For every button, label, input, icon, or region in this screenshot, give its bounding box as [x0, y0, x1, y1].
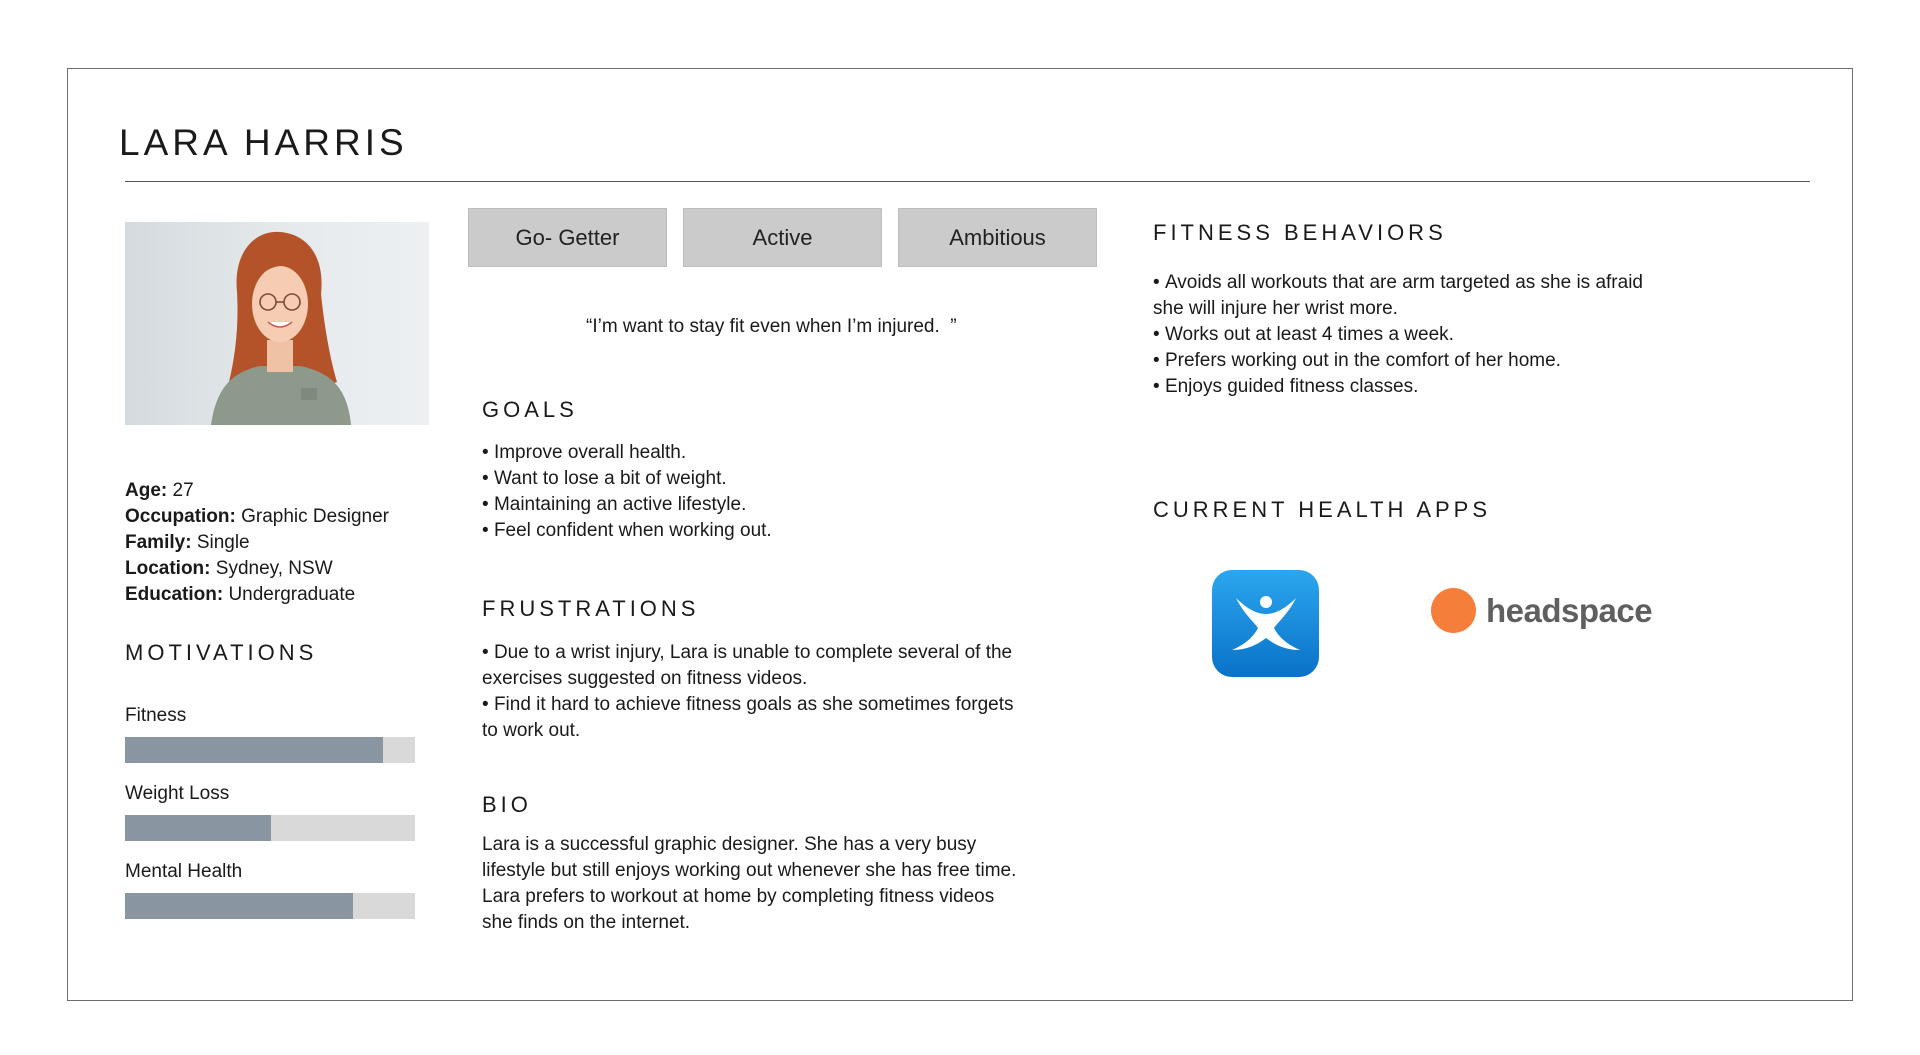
headspace-wordmark: headspace	[1486, 591, 1653, 629]
headspace-dot-icon	[1431, 588, 1476, 633]
goal-item: • Feel confident when working out.	[482, 518, 1042, 544]
headspace-logo	[1431, 588, 1652, 633]
goal-item: • Want to lose a bit of weight.	[482, 466, 1042, 492]
motivation-bar-weight-loss	[125, 815, 415, 841]
goals-title: GOALS	[482, 397, 578, 422]
tag-ambitious: Ambitious	[898, 208, 1097, 267]
detail-family: Family: Single	[125, 532, 250, 553]
portrait-illustration	[125, 222, 429, 425]
bio-text: Lara is a successful graphic designer. She has a very busy lifestyle but still enjoys working out whenever she has free time. Lara prefers to workout at home by completing fitness videos she finds on the internet.	[482, 834, 1017, 933]
fitness-behaviors-title: FITNESS BEHAVIORS	[1153, 220, 1447, 245]
header-divider	[125, 181, 1810, 182]
fitness-behaviors-list	[1153, 270, 1673, 400]
goals-list	[482, 440, 1042, 544]
detail-age: Age: 27	[125, 480, 194, 501]
goal-item: • Improve overall health.	[482, 440, 1042, 466]
health-apps-title: CURRENT HEALTH APPS	[1153, 497, 1492, 522]
frustration-item: • Find it hard to achieve fitness goals as she sometimes forgets to work out.	[482, 692, 1022, 744]
jumping-figure-icon	[1226, 584, 1306, 664]
motivations-title: MOTIVATIONS	[125, 640, 318, 665]
motivation-label-fitness: Fitness	[125, 705, 187, 726]
frustrations-title: FRUSTRATIONS	[482, 596, 700, 621]
motivation-label-mental-health: Mental Health	[125, 861, 243, 882]
frustrations-list	[482, 640, 1022, 744]
motivation-bar-fitness	[125, 737, 415, 763]
behavior-item: • Prefers working out in the comfort of her home.	[1153, 348, 1673, 374]
persona-name: LARA HARRIS	[119, 122, 408, 163]
behavior-item: • Works out at least 4 times a week.	[1153, 322, 1673, 348]
myfitnesspal-app-icon	[1212, 570, 1319, 677]
motivation-label-weight-loss: Weight Loss	[125, 783, 230, 804]
persona-quote: “I’m want to stay fit even when I’m injured. ”	[586, 316, 957, 337]
persona-photo	[125, 222, 429, 425]
behavior-item: • Enjoys guided fitness classes.	[1153, 374, 1673, 400]
tag-active: Active	[683, 208, 882, 267]
detail-occupation: Occupation: Graphic Designer	[125, 506, 389, 527]
detail-location: Location: Sydney, NSW	[125, 558, 333, 579]
goal-item: • Maintaining an active lifestyle.	[482, 492, 1042, 518]
tag-go-getter: Go- Getter	[468, 208, 667, 267]
detail-education: Education: Undergraduate	[125, 584, 356, 605]
persona-details	[125, 478, 389, 608]
bio-title: BIO	[482, 792, 532, 817]
behavior-item: • Avoids all workouts that are arm targeted as she is afraid she will injure her wrist more.	[1153, 270, 1673, 322]
motivation-bar-mental-health	[125, 893, 415, 919]
frustration-item: • Due to a wrist injury, Lara is unable to complete several of the exercises suggested on fitness videos.	[482, 640, 1022, 692]
